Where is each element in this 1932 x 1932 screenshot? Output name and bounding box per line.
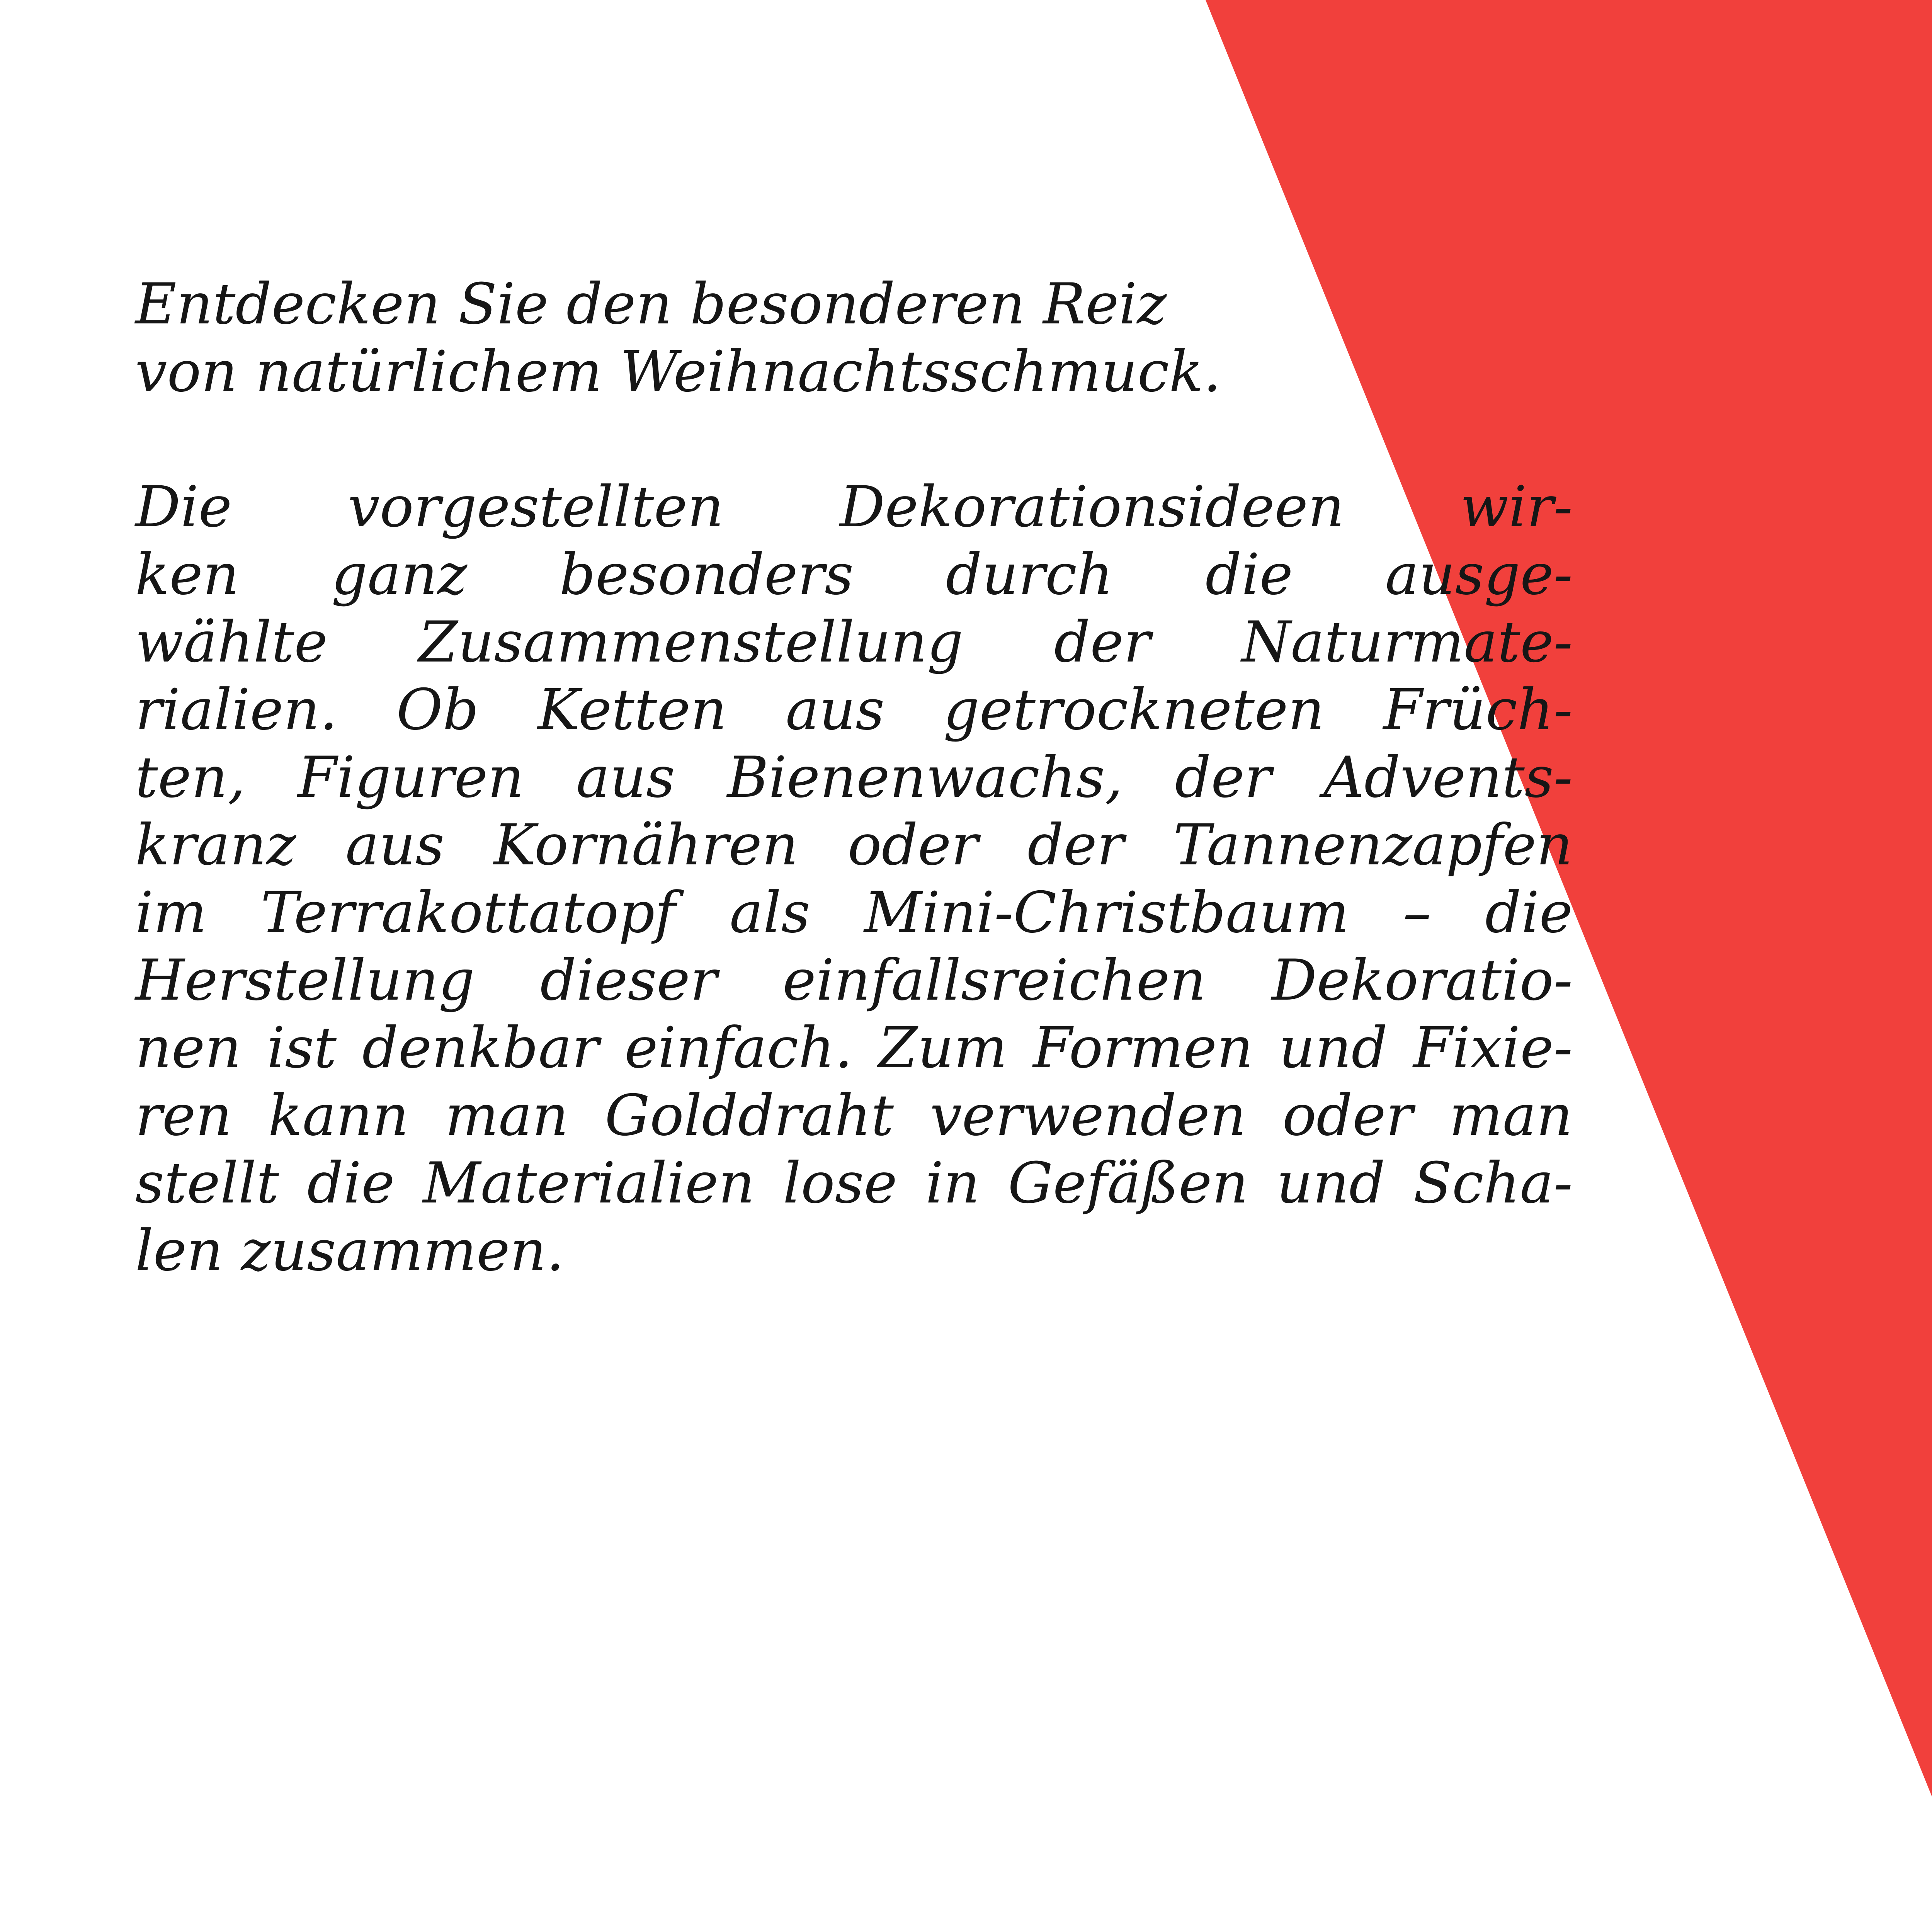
description-line-4: rialien. Ob Ketten aus getrockneten Früch- <box>135 677 1573 743</box>
description-line-3: wählte Zusammenstellung der Naturmate- <box>135 609 1573 675</box>
description-line-11: stellt die Materialien lose in Gefäßen und Scha- <box>135 1150 1573 1216</box>
description-line-9: nen ist denkbar einfach. Zum Formen und Fixie- <box>135 1015 1573 1081</box>
intro-line-2: von natürlichem Weihnachtsschmuck. <box>135 339 1221 405</box>
description-line-1: Die vorgestellten Dekorationsideen wir- <box>135 474 1573 540</box>
description-line-6: kranz aus Kornähren oder der Tannenzapfen <box>135 812 1573 878</box>
intro-line-1: Entdecken Sie den besonderen Reiz <box>135 271 1167 337</box>
description-line-2: ken ganz besonders durch die ausge- <box>135 542 1573 607</box>
description-line-7: im Terrakottatopf als Mini-Christbaum – die <box>135 880 1573 946</box>
description-line-12: len zusammen. <box>135 1218 565 1284</box>
description-line-10: ren kann man Golddraht verwenden oder man <box>135 1083 1573 1148</box>
body-text <box>135 270 1573 1285</box>
description-line-5: ten, Figuren aus Bienenwachs, der Advents- <box>135 745 1573 810</box>
description-line-8: Herstellung dieser einfallsreichen Dekoratio- <box>135 947 1573 1013</box>
